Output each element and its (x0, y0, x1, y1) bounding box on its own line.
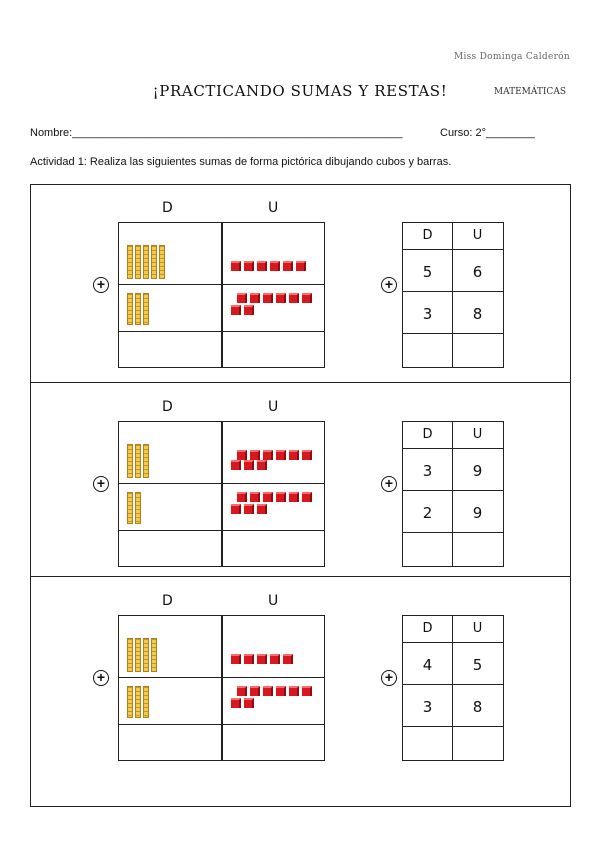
units-header: U (472, 228, 483, 243)
unit-cube (244, 654, 254, 664)
unit-cube (257, 504, 267, 514)
tens-rod (135, 245, 141, 279)
units-header: U (472, 427, 483, 442)
tens-rod (127, 293, 133, 325)
unit-cube (244, 305, 254, 315)
units-digit: 6 (472, 263, 483, 281)
tens-rod (135, 293, 141, 325)
unit-cube (270, 654, 280, 664)
unit-cube (276, 686, 286, 696)
units-header: U (268, 200, 279, 216)
numeric-grid (402, 222, 504, 368)
unit-cube (276, 492, 286, 502)
answer-pictorial-cell[interactable] (119, 531, 324, 566)
unit-cube (302, 686, 312, 696)
answer-pictorial-cell[interactable] (119, 725, 324, 760)
units-digit: 8 (472, 698, 483, 716)
unit-cube (231, 460, 241, 470)
tens-rod (127, 686, 133, 718)
unit-cube (250, 293, 260, 303)
unit-cube (244, 504, 254, 514)
pictorial-grid (118, 222, 325, 368)
plus-icon: + (381, 476, 397, 492)
unit-cube (237, 492, 247, 502)
unit-cube (231, 305, 241, 315)
plus-icon: + (93, 670, 109, 686)
grid-line (119, 483, 324, 484)
tens-rod (143, 686, 149, 718)
units-header: U (472, 621, 483, 636)
unit-cube (263, 293, 273, 303)
tens-rod (135, 444, 141, 478)
unit-cube (289, 686, 299, 696)
unit-cube (250, 492, 260, 502)
unit-cube (231, 261, 241, 271)
course-field[interactable]: Curso: 2°________ (440, 127, 535, 139)
tens-rod (151, 245, 157, 279)
name-field[interactable]: Nombre:______________________________________________________ (30, 127, 403, 139)
unit-cube (296, 261, 306, 271)
tens-rod (127, 444, 133, 478)
author-name: Miss Dominga Calderón (453, 52, 570, 62)
answer-tens-cell[interactable] (403, 727, 452, 760)
tens-header: D (422, 621, 433, 636)
grid-line (403, 684, 503, 685)
tens-rod (151, 638, 157, 672)
units-digit: 5 (472, 656, 483, 674)
tens-rod (127, 245, 133, 279)
grid-line (403, 490, 503, 491)
tens-rod (159, 245, 165, 279)
plus-icon: + (93, 476, 109, 492)
unit-cube (289, 492, 299, 502)
activity-instruction: Actividad 1: Realiza las siguientes sumas de forma pictórica dibujando cubos y barras. (30, 156, 452, 168)
tens-rod (135, 492, 141, 524)
tens-rod (135, 686, 141, 718)
exercise-section (0, 184, 600, 379)
grid-line (403, 448, 503, 449)
answer-units-cell[interactable] (453, 533, 503, 566)
unit-cube (231, 504, 241, 514)
tens-rod (127, 638, 133, 672)
unit-cube (302, 450, 312, 460)
unit-cube (250, 686, 260, 696)
plus-icon: + (93, 277, 109, 293)
unit-cube (263, 492, 273, 502)
answer-tens-cell[interactable] (403, 334, 452, 367)
tens-rod (127, 492, 133, 524)
unit-cube (289, 450, 299, 460)
grid-line (403, 249, 503, 250)
unit-cube (270, 261, 280, 271)
unit-cube (263, 450, 273, 460)
unit-cube (244, 698, 254, 708)
unit-cube (302, 293, 312, 303)
units-header: U (268, 399, 279, 415)
answer-tens-cell[interactable] (403, 533, 452, 566)
unit-cube (244, 261, 254, 271)
unit-cube (302, 492, 312, 502)
plus-icon: + (381, 670, 397, 686)
tens-digit: 3 (422, 698, 433, 716)
units-digit: 8 (472, 305, 483, 323)
tens-header: D (162, 399, 173, 415)
grid-line (119, 677, 324, 678)
numeric-grid (402, 421, 504, 567)
tens-rod (143, 293, 149, 325)
tens-header: D (422, 228, 433, 243)
plus-icon: + (381, 277, 397, 293)
units-digit: 9 (472, 504, 483, 522)
pictorial-grid (118, 421, 325, 567)
unit-cube (257, 654, 267, 664)
numeric-grid (402, 615, 504, 761)
unit-cube (257, 460, 267, 470)
units-header: U (268, 593, 279, 609)
tens-header: D (162, 593, 173, 609)
unit-cube (263, 686, 273, 696)
unit-cube (237, 686, 247, 696)
subject-label: MATEMÁTICAS (493, 87, 566, 97)
tens-header: D (162, 200, 173, 216)
tens-digit: 3 (422, 305, 433, 323)
tens-digit: 5 (422, 263, 433, 281)
unit-cube (237, 293, 247, 303)
unit-cube (250, 450, 260, 460)
grid-line (403, 291, 503, 292)
unit-cube (231, 698, 241, 708)
exercise-section (0, 577, 600, 772)
answer-units-cell[interactable] (453, 727, 503, 760)
unit-cube (257, 261, 267, 271)
unit-cube (237, 450, 247, 460)
unit-cube (289, 293, 299, 303)
answer-pictorial-cell[interactable] (119, 332, 324, 367)
unit-cube (283, 654, 293, 664)
tens-digit: 4 (422, 656, 433, 674)
units-digit: 9 (472, 462, 483, 480)
pictorial-grid (118, 615, 325, 761)
tens-header: D (422, 427, 433, 442)
grid-line (403, 642, 503, 643)
unit-cube (244, 460, 254, 470)
unit-cube (276, 450, 286, 460)
grid-line (119, 284, 324, 285)
tens-rod (143, 245, 149, 279)
worksheet-title: ¡PRACTICANDO SUMAS Y RESTAS! (152, 82, 448, 100)
answer-units-cell[interactable] (453, 334, 503, 367)
unit-cube (276, 293, 286, 303)
tens-digit: 2 (422, 504, 433, 522)
unit-cube (231, 654, 241, 664)
tens-rod (143, 638, 149, 672)
tens-digit: 3 (422, 462, 433, 480)
tens-rod (135, 638, 141, 672)
tens-rod (143, 444, 149, 478)
exercise-section (0, 383, 600, 578)
unit-cube (283, 261, 293, 271)
